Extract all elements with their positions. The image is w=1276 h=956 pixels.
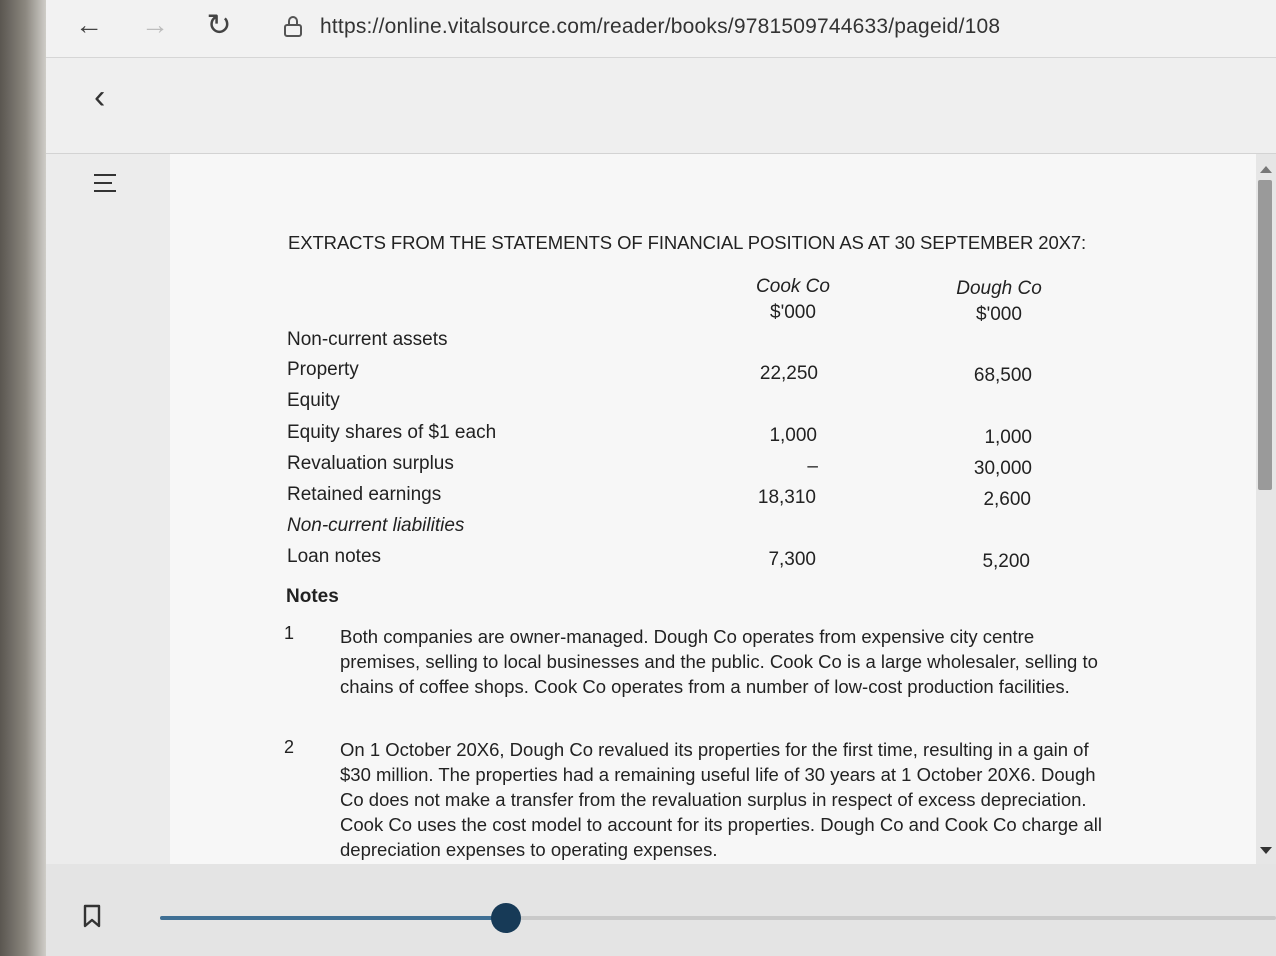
note-text: Both companies are owner-managed. Dough Co operates from expensive city centre premises, selling to local businesses and the public. Cook Co is a large wholesaler, selling to chains of coffee shops. Cook Co operates from a number of low-cost production facilities.: [340, 626, 1098, 697]
page-heading: EXTRACTS FROM THE STATEMENTS OF FINANCIAL POSITION AS AT 30 SEPTEMBER 20X7:: [288, 232, 1087, 253]
row-label: Non-current assets: [287, 329, 448, 350]
page-progress-slider[interactable]: [160, 916, 1276, 920]
column-unit: $'000: [976, 304, 1022, 325]
row-label: Equity: [287, 390, 340, 411]
reader-header: [46, 58, 1276, 154]
column-unit: $'000: [770, 302, 816, 323]
dough-value: 1,000: [984, 427, 1032, 448]
chevron-left-icon[interactable]: ‹: [94, 78, 106, 116]
dough-value: 5,200: [982, 551, 1030, 572]
back-arrow-icon[interactable]: ←: [75, 9, 103, 40]
slider-fill: [160, 916, 506, 920]
bookmark-icon[interactable]: [82, 904, 102, 928]
browser-toolbar: [46, 0, 1276, 58]
dough-value: 2,600: [983, 489, 1031, 510]
note-number: 1: [284, 623, 295, 643]
dough-value: 30,000: [973, 458, 1032, 479]
row-label: Loan notes: [287, 546, 382, 567]
cook-value: 18,310: [757, 487, 816, 508]
menu-icon[interactable]: [94, 172, 118, 194]
reload-icon[interactable]: ↻: [206, 8, 232, 42]
cook-value: 7,300: [768, 549, 816, 570]
note-text: On 1 October 20X6, Dough Co revalued its properties for the first time, resulting in a gain of $30 million. The properties had a remaining useful life of 30 years at 1 October 20X6. Dough Co does not make a transfer from the revaluation surplus in respect of excess depreciation. Cook Co uses the cost model to account for its properties. Dough Co and Cook Co charge all depreciation expenses to operating expenses.: [340, 739, 1102, 860]
column-name: Dough Co: [956, 278, 1042, 299]
column-header-dough: [936, 276, 1062, 328]
cook-value: 22,250: [759, 363, 818, 384]
column-header-cook: [730, 274, 856, 326]
cook-value: –: [807, 456, 818, 477]
page-scrollbar[interactable]: [1256, 154, 1276, 864]
cook-value: 1,000: [769, 425, 817, 446]
reader-footer: [46, 864, 1276, 956]
slider-knob[interactable]: [491, 903, 521, 933]
scroll-up-icon[interactable]: [1260, 166, 1272, 173]
row-label: Retained earnings: [287, 484, 442, 505]
note-number: 2: [284, 737, 295, 757]
row-label: Non-current liabilities: [287, 515, 465, 536]
row-label: Property: [287, 359, 359, 380]
scroll-thumb[interactable]: [1258, 180, 1272, 490]
row-label: Equity shares of $1 each: [287, 422, 497, 443]
scroll-down-icon[interactable]: [1260, 847, 1272, 854]
dough-value: 68,500: [973, 365, 1032, 386]
address-bar[interactable]: [284, 10, 1224, 44]
notes-title: Notes: [286, 586, 339, 607]
row-label: Revaluation surplus: [287, 453, 454, 474]
left-rail: [46, 154, 170, 864]
lock-icon: [284, 16, 302, 38]
book-page: [170, 154, 1256, 864]
column-name: Cook Co: [756, 276, 830, 297]
device-bezel: [0, 0, 46, 956]
forward-arrow-icon[interactable]: →: [141, 9, 169, 40]
url-text: https://online.vitalsource.com/reader/books/9781509744633/pageid/108: [320, 15, 1001, 38]
